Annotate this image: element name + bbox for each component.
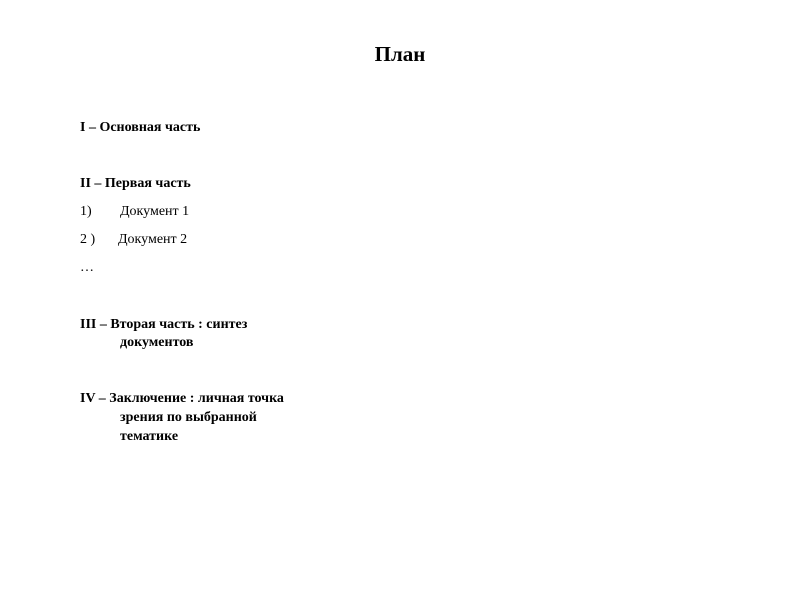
list-item-label: Документ 2: [118, 232, 188, 247]
section-4-heading-continuation: зрения по выбранной: [120, 410, 257, 425]
section-3-heading: III – Вторая часть : синтез: [80, 317, 248, 332]
page-title: План: [374, 42, 426, 66]
section-4-heading-continuation: тематике: [120, 429, 179, 444]
section-3-heading-continuation: документов: [120, 335, 194, 350]
list-item-label: Документ 1: [120, 204, 190, 219]
list-item-number: 1): [80, 204, 92, 219]
section-4-heading: IV – Заключение : личная точка: [80, 391, 284, 406]
ellipsis-text: …: [80, 260, 94, 275]
section-1-heading: I – Основная часть: [80, 120, 201, 135]
list-item-number: 2 ): [80, 232, 96, 247]
list-item: [80, 230, 187, 250]
section-2-heading: II – Первая часть: [80, 176, 191, 191]
list-item: [80, 202, 189, 222]
